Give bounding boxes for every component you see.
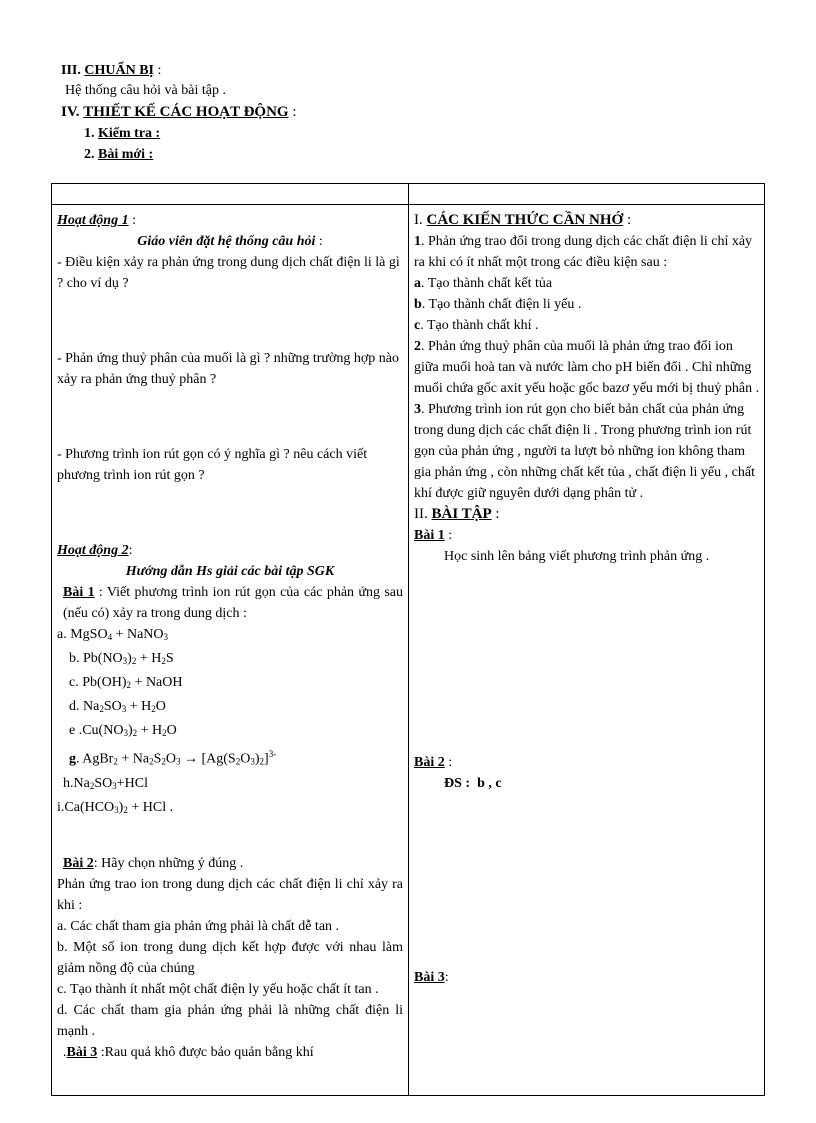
reaction-g: g. AgBr$_2$ + $Na_2S_2O_3 \to [Ag(S_2O_3)_2]^{3-}$ <box>69 749 277 767</box>
answer-2-heading <box>414 752 760 773</box>
knowledge-1a-label: a <box>414 276 421 291</box>
exercises-heading <box>414 504 760 525</box>
exercise-2-label: Bài 2 <box>63 855 94 871</box>
answer-2-result-label: ĐS : <box>444 776 471 791</box>
reaction-b: b. $Pb(NO_3)_2 + H_2S$ <box>69 651 174 666</box>
answer-2-result <box>414 773 760 794</box>
knowledge-3 <box>414 399 760 504</box>
knowledge-title: CÁC KIẾN THỨC CẦN NHỚ <box>426 212 624 228</box>
knowledge-1a <box>414 273 760 294</box>
exercise-2-text: : Hãy chọn những ý đúng . <box>93 855 244 871</box>
activity-2-heading <box>57 540 403 561</box>
option-d: d. Các chất tham gia phản ứng phải là những chất điện li mạnh . <box>57 1002 403 1039</box>
exercise-3-text: :Rau quả khô được bảo quản bằng khí <box>97 1044 314 1060</box>
answer-1-heading <box>414 525 760 546</box>
item-1-title: Kiểm tra : <box>98 126 161 141</box>
section-4-title: THIẾT KẾ CÁC HOẠT ĐỘNG <box>83 104 289 120</box>
item-2-heading <box>84 146 153 164</box>
exercise-1-prompt <box>57 582 403 624</box>
exercise-3-label: Bài 3 <box>66 1044 98 1060</box>
reaction-a: a. MgSO$_4$ + NaNO$_3$ <box>57 627 169 642</box>
item-2-title: Bài mới : <box>98 147 154 162</box>
option-c: c. Tạo thành ít nhất một chất điện ly yếu hoặc chất ít tan . <box>57 981 379 997</box>
knowledge-2-number: 2 <box>414 339 421 354</box>
activity-2-title: Hoạt động 2 <box>57 543 129 558</box>
exercise-2-prompt <box>57 853 403 874</box>
section-3-number: III. <box>61 63 81 78</box>
activity-1-heading <box>57 210 403 231</box>
answer-1-colon: : <box>448 528 453 543</box>
reaction-e: e $.Cu(NO_3)_2 + H_2O$ <box>69 723 177 738</box>
exercise-2-intro: Phản ứng trao ion trong dung dịch các chất điện li chỉ xảy ra khi : <box>57 876 403 913</box>
knowledge-1c-label: c <box>414 318 421 333</box>
reaction-c: c. $Pb(OH)_2$ + NaOH <box>69 675 183 690</box>
exercise-1-label: Bài 1 <box>63 585 95 600</box>
activity-2-colon: : <box>128 543 133 558</box>
table-column-divider <box>408 183 409 1096</box>
item-1-number: 1. <box>84 126 95 141</box>
activity-2-subtitle-text: Hướng dẫn Hs giải các bài tập SGK <box>125 564 335 579</box>
exercises-title: BÀI TẬP <box>431 506 492 522</box>
knowledge-number: I. <box>414 212 423 228</box>
knowledge-1c <box>414 315 760 336</box>
exercise-1-text: : Viết phương trình ion rút gọn của các phản ứng sau (nếu có) xảy ra trong dung dịch : <box>63 585 403 621</box>
knowledge-1c-text: . Tạo thành chất khí . <box>420 318 539 333</box>
activity-1-title: Hoạt động 1 <box>57 213 129 228</box>
knowledge-colon: : <box>626 212 632 228</box>
exercises-colon: : <box>495 506 500 522</box>
exercises-number: II. <box>414 506 428 522</box>
section-4-number: IV. <box>61 104 80 120</box>
option-b: b. Một số ion trong dung dịch kết hợp được với nhau làm giảm nồng độ của chúng <box>57 939 403 976</box>
knowledge-1-text: . Phản ứng trao đổi trong dung dịch các chất điện li chỉ xảy ra khi có ít nhất một trong các điều kiện sau : <box>414 234 753 270</box>
answer-3-colon: : <box>444 970 449 985</box>
knowledge-heading <box>414 210 760 231</box>
section-4-heading <box>61 103 297 121</box>
option-a: a. Các chất tham gia phản ứng phải là chất dễ tan . <box>57 918 340 934</box>
knowledge-1 <box>414 231 760 273</box>
knowledge-1b-label: b <box>414 297 422 312</box>
reaction-h: $h.Na_2SO_3+HCl$ <box>63 775 148 791</box>
activity-1-subtitle-text: Giáo viên đặt hệ thống câu hỏi <box>137 234 316 249</box>
answer-2-label: Bài 2 <box>414 755 445 770</box>
knowledge-1a-text: . Tạo thành chất kết tủa <box>421 276 553 291</box>
activity-1-subtitle <box>57 231 403 252</box>
student-content-column <box>414 210 760 988</box>
table-header-row-divider <box>51 204 765 205</box>
knowledge-1b <box>414 294 760 315</box>
activity-1-subtitle-colon: : <box>318 234 323 249</box>
exercise-3-prefix: . <box>63 1044 67 1060</box>
activity-1-colon: : <box>132 213 136 228</box>
question-3: - Phương trình ion rút gọn có ý nghĩa gì ? nêu cách viết phương trình ion rút gọn ? <box>57 447 368 483</box>
knowledge-3-number: 3 <box>414 402 421 417</box>
section-3-colon: : <box>157 63 162 78</box>
teacher-activity-column <box>57 210 403 1063</box>
knowledge-2-text: . Phản ứng thuỷ phân của muối là phản ứng trao đổi ion giữa muối hoà tan và nước làm cho pH biến đổi . Chỉ những muối chứa gốc axit yếu hoặc gốc bazơ yếu mới bị thuỷ phân . <box>414 339 760 396</box>
answer-1-label: Bài 1 <box>414 528 445 543</box>
question-1: - Điều kiện xảy ra phản ứng trong dung dịch chất điện li là gì ? cho ví dụ ? <box>57 255 400 291</box>
knowledge-1-number: 1 <box>414 234 421 249</box>
activity-2-subtitle <box>57 561 403 582</box>
reaction-d: d. $Na_2SO_3 + H_2O$ <box>69 699 166 714</box>
exercise-3-prompt <box>57 1042 403 1063</box>
knowledge-2 <box>414 336 760 399</box>
section-3-title: CHUẨN BỊ <box>84 63 154 78</box>
item-1-heading <box>84 125 160 143</box>
section-3-heading <box>61 62 161 80</box>
knowledge-1b-text: . Tạo thành chất điện li yếu . <box>421 297 582 312</box>
answer-3-heading <box>414 967 760 988</box>
answer-2-colon: : <box>448 755 453 770</box>
reaction-i: $i.Ca(HCO_3)_2$ + HCl . <box>57 799 174 815</box>
section-4-colon: : <box>292 104 297 120</box>
section-3-body: Hệ thống câu hỏi và bài tập . <box>65 83 226 98</box>
knowledge-3-text: . Phương trình ion rút gọn cho biết bản chất của phản ứng trong dung dịch các chất điện li . Trong phương trình ion rút gọn của phản ứng , người ta lượt bỏ những ion không tham gia phản ứng , còn những chất kết tủa , chất điện li yếu , chất khí được giữ nguyên dưới dạng phân tử . <box>414 402 755 501</box>
answer-1-text: Học sinh lên bảng viết phương trình phản ứng . <box>444 549 710 564</box>
question-2: - Phản ứng thuỷ phân của muối là gì ? những trường hợp nào xảy ra phản ứng thuỷ phân ? <box>57 351 400 387</box>
item-2-number: 2. <box>84 147 95 162</box>
answer-3-label: Bài 3 <box>414 970 445 985</box>
answer-2-result-text: b , c <box>477 776 502 791</box>
